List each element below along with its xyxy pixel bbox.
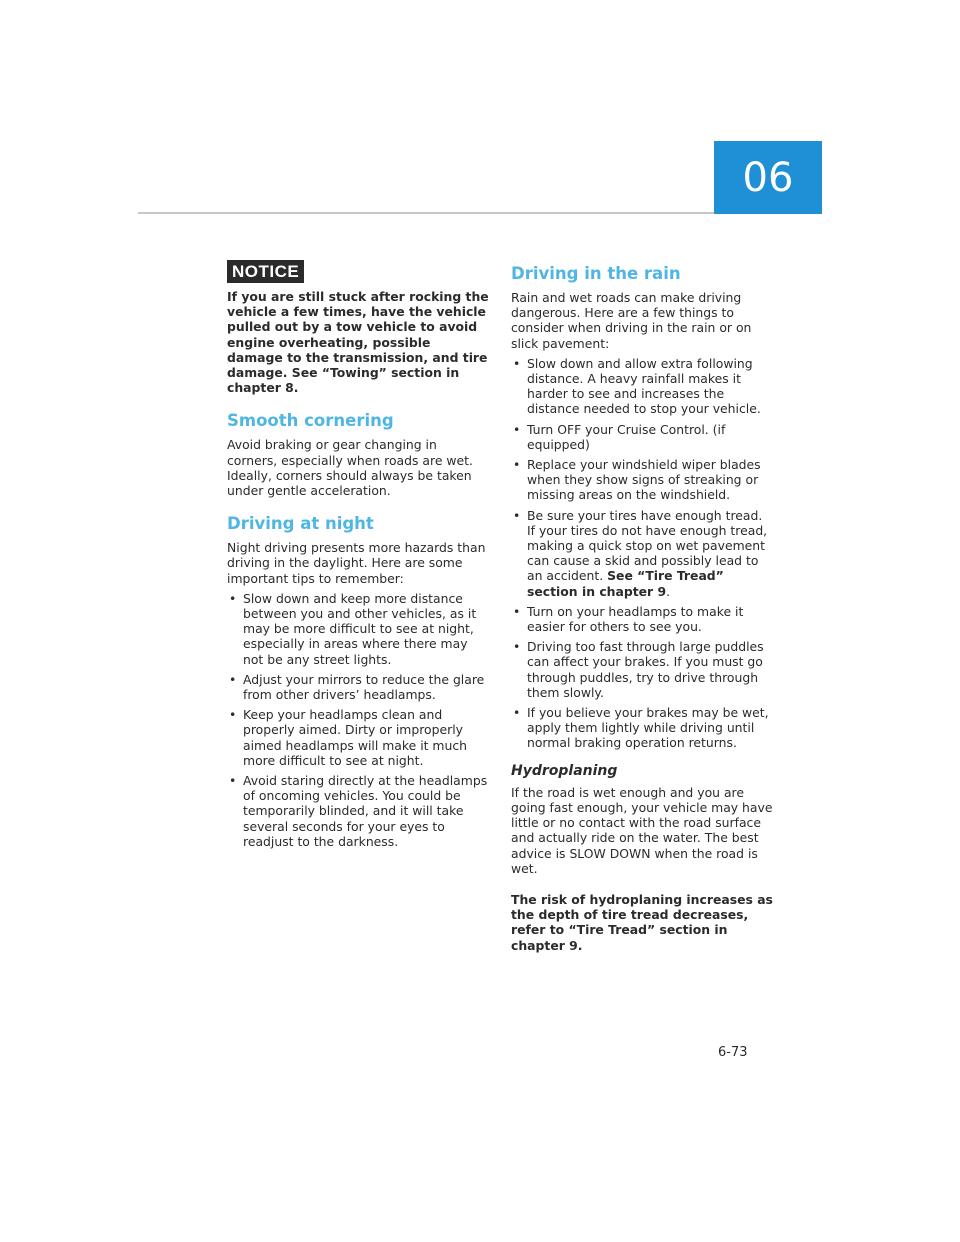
page-number: 6-73: [718, 1045, 748, 1060]
bullet-icon: •: [229, 773, 237, 789]
hydroplaning-warning: The risk of hydroplaning increases as the depth of tire tread decreases, refer to “Tire Tread” section in chapter 9.: [511, 891, 773, 953]
list-item: [511, 457, 773, 503]
bullet-icon: •: [229, 590, 237, 606]
night-tips-list: [227, 591, 489, 849]
header-divider: [138, 212, 714, 214]
left-column: [227, 260, 489, 854]
bullet-icon: •: [513, 355, 521, 371]
list-item: [511, 422, 773, 452]
right-column: [511, 260, 773, 953]
subheading-hydroplaning: Hydroplaning: [511, 762, 618, 779]
bullet-icon: •: [513, 421, 521, 437]
list-item-end: .: [666, 583, 671, 599]
list-item-text: Driving too fast through large puddles can affect your brakes. If you must go through puddles, try to drive through them slowly.: [527, 639, 764, 700]
bullet-icon: •: [229, 671, 237, 687]
bullet-icon: •: [513, 705, 521, 721]
notice-text: If you are still stuck after rocking the vehicle a few times, have the vehicle pulled out by a tow vehicle to avoid engine overheating, possible damage to the transmission, and tire damage. See “Towing” section in chapter 8.: [227, 289, 489, 396]
list-item: [227, 773, 489, 849]
hydroplaning-body: If the road is wet enough and you are going fast enough, your vehicle may have little or no contact with the road surface and actually ride on the water. The best advice is SLOW DOWN when the road is wet.: [511, 784, 773, 876]
list-item-text: Be sure your tires have enough tread. If your tires do not have enough tread, making a quick stop on wet pavement can cause a skid and possibly lead to an accident.: [527, 507, 768, 584]
list-item: [511, 705, 773, 751]
list-item-text: Slow down and keep more distance between you and other vehicles, as it may be more difficult to see at night, especially in areas where there may not be any street lights.: [243, 590, 477, 667]
list-item-text: Replace your windshield wiper blades when they show signs of streaking or missing areas on the windshield.: [527, 457, 761, 503]
section-heading-driving-at-night: Driving at night: [227, 514, 374, 534]
smooth-cornering-body: Avoid braking or gear changing in corners, especially when roads are wet. Ideally, corners should always be taken under gentle acceleration.: [227, 437, 473, 499]
list-item-text: Turn on your headlamps to make it easier for others to see you.: [527, 603, 744, 635]
driving-at-night-intro: Night driving presents more hazards than driving in the daylight. Here are some important tips to remember:: [227, 540, 486, 586]
section-heading-smooth-cornering: Smooth cornering: [227, 411, 394, 431]
section-heading-driving-in-rain: Driving in the rain: [511, 264, 681, 283]
list-item-text: Avoid staring directly at the headlamps of oncoming vehicles. You could be temporarily blinded, and it will take several seconds for your eyes to readjust to the darkness.: [243, 773, 488, 849]
bullet-icon: •: [513, 603, 521, 619]
list-item: [511, 508, 773, 599]
list-item-text: Turn OFF your Cruise Control. (if equipped): [527, 421, 726, 452]
list-item: [227, 591, 489, 667]
list-item-text: Slow down and allow extra following distance. A heavy rainfall makes it harder to see and increases the distance needed to stop your vehicle.: [527, 355, 761, 417]
driving-in-rain-intro: Rain and wet roads can make driving dangerous. Here are a few things to consider when driving in the rain or on slick pavement:: [511, 290, 752, 351]
bullet-icon: •: [513, 639, 521, 655]
list-item: [511, 356, 773, 417]
chapter-number: 06: [742, 154, 794, 201]
list-item: [511, 639, 773, 700]
notice-badge: NOTICE: [227, 260, 304, 283]
bullet-icon: •: [513, 457, 521, 473]
list-item-text: If you believe your brakes may be wet, apply them lightly while driving until normal braking operation returns.: [527, 705, 769, 751]
chapter-tab: [714, 141, 822, 214]
bullet-icon: •: [229, 707, 237, 723]
list-item-text: Adjust your mirrors to reduce the glare from other drivers’ headlamps.: [243, 671, 485, 703]
list-item: [511, 604, 773, 634]
cross-reference: See “Tire Tread” section in chapter 9: [527, 568, 724, 599]
bullet-icon: •: [513, 507, 521, 523]
list-item: [227, 672, 489, 702]
rain-tips-list: [511, 356, 773, 751]
list-item: [227, 707, 489, 768]
list-item-text: Keep your headlamps clean and properly aimed. Dirty or improperly aimed headlamps will make it much more difficult to see at night.: [243, 707, 468, 768]
notice-box: [227, 260, 489, 395]
